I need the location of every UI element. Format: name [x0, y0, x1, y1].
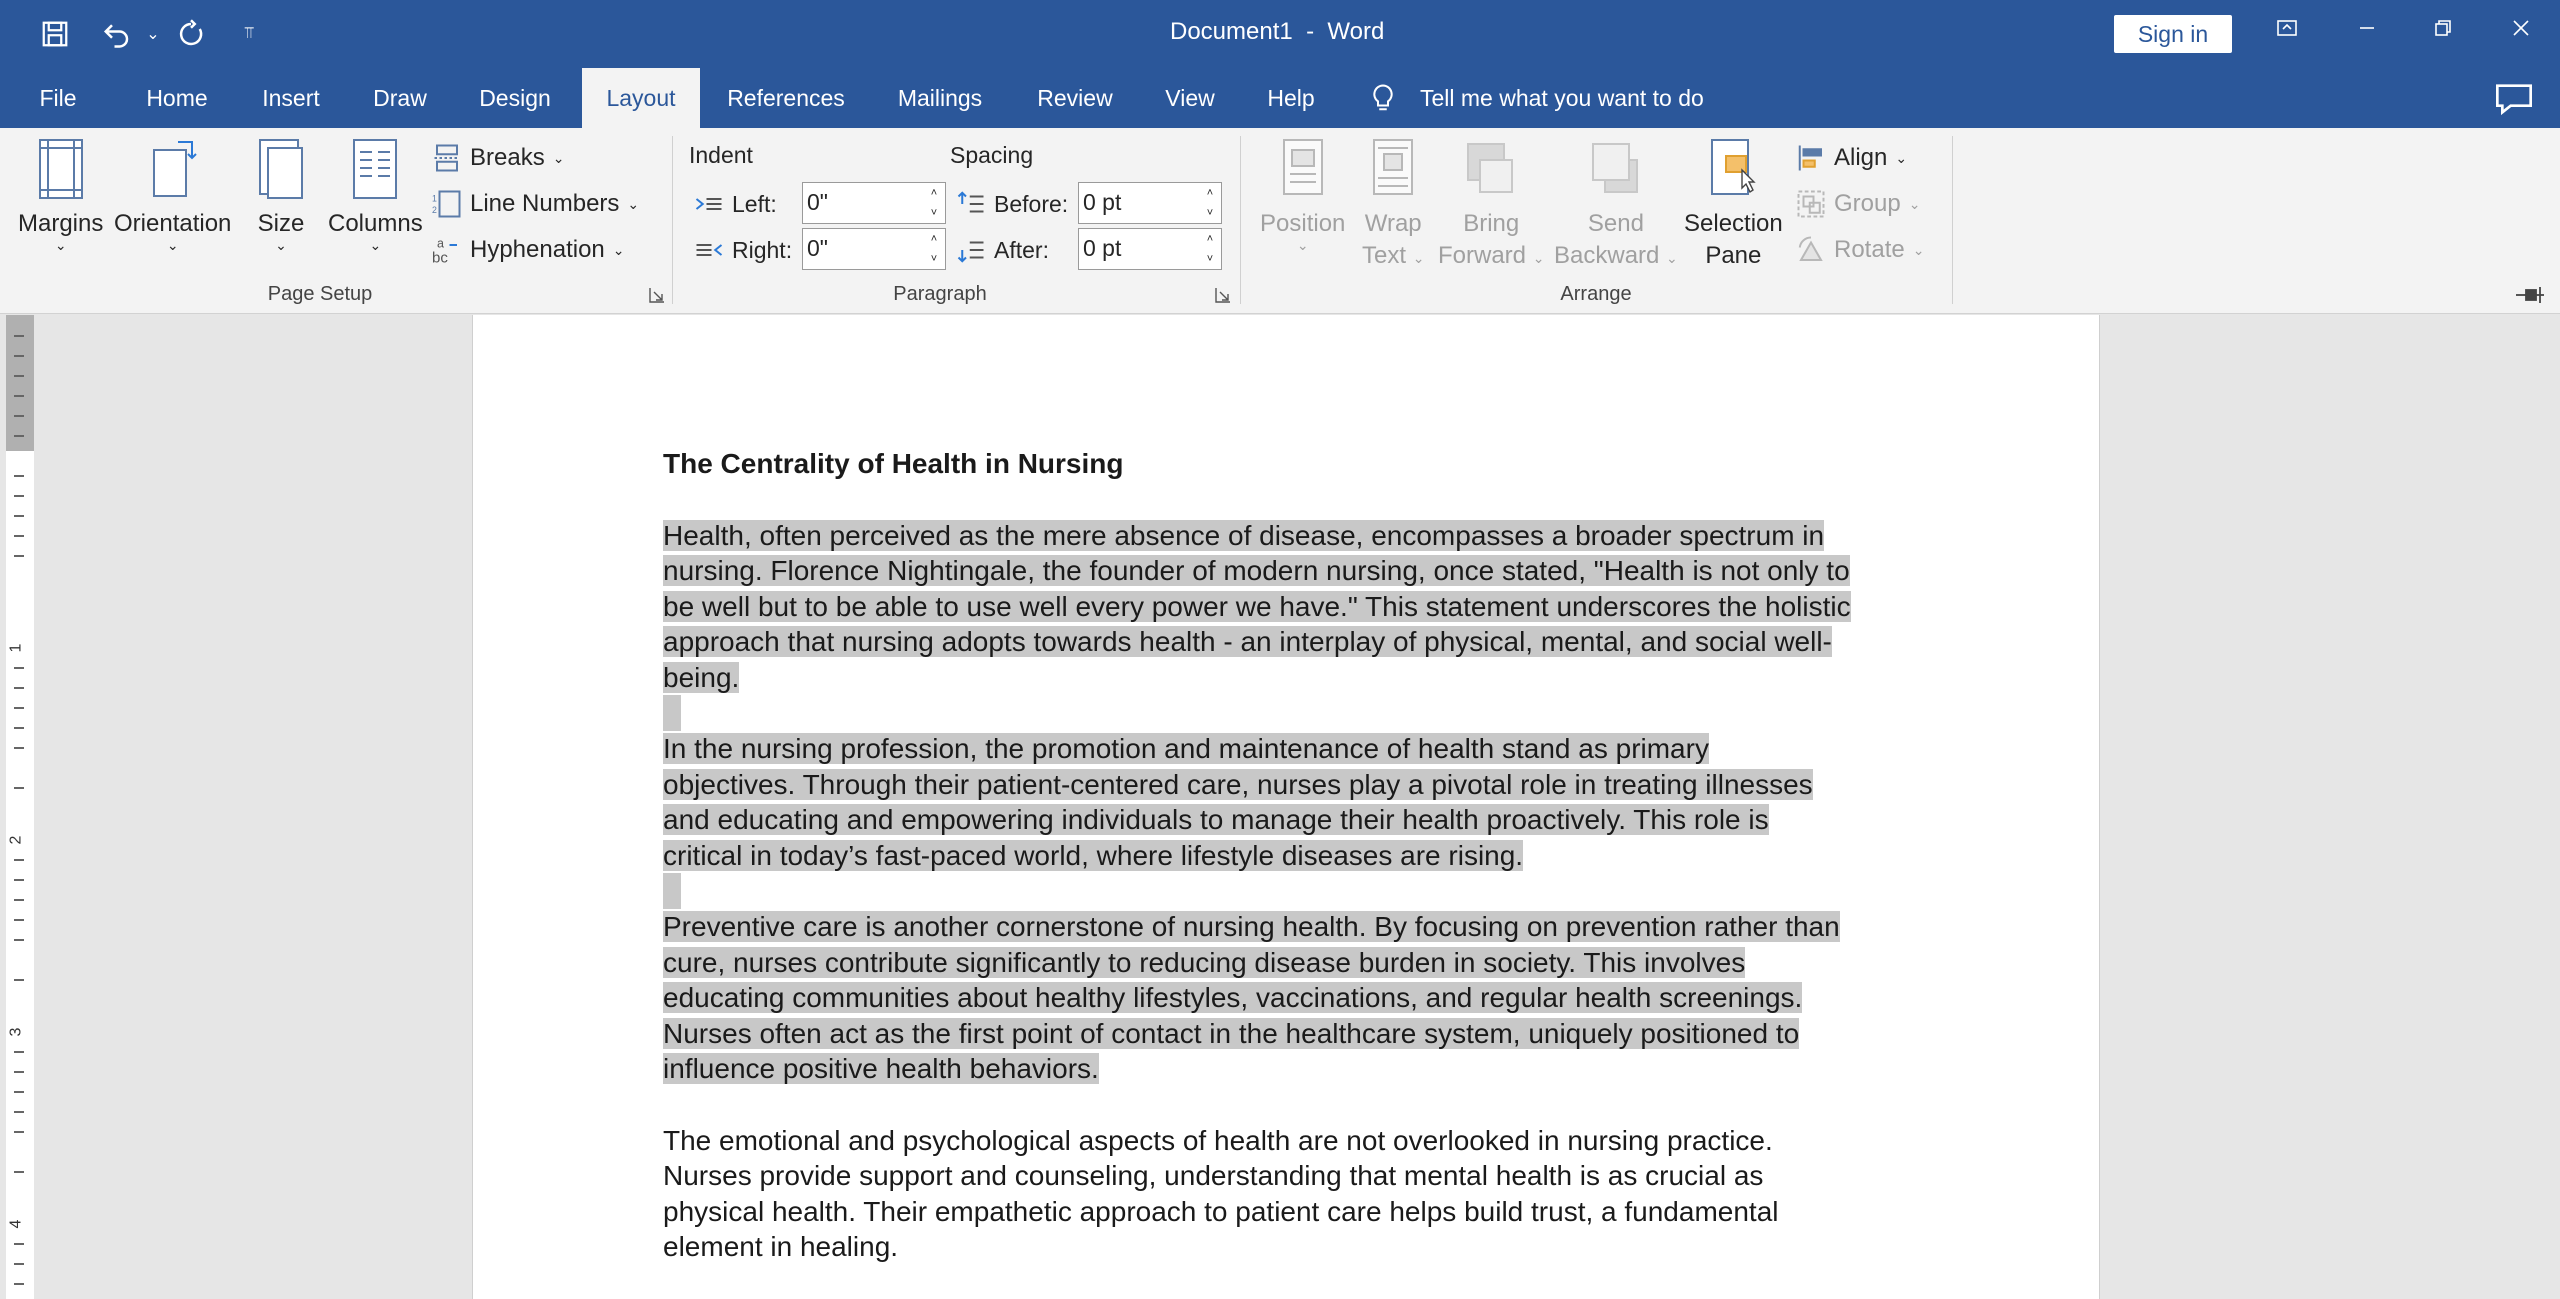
hyphenation-button[interactable] — [432, 230, 625, 270]
spacing-before-icon — [956, 189, 986, 219]
indent-left-icon — [694, 189, 724, 219]
customize-qat-icon[interactable]: ⫪ — [244, 25, 254, 42]
chevron-down-icon: ⌄ — [1296, 237, 1309, 253]
ruler-number: 4 — [7, 1219, 25, 1229]
group-button[interactable] — [1796, 184, 1920, 224]
tab-home[interactable]: Home — [146, 84, 208, 111]
position-button[interactable] — [1260, 138, 1345, 252]
size-button[interactable] — [256, 138, 306, 252]
ruler-track — [6, 315, 34, 1299]
margins-icon — [36, 138, 86, 200]
ruler-tick — [14, 495, 24, 497]
send-backward-icon — [1591, 138, 1641, 200]
chevron-down-icon: ⌄ — [1666, 250, 1678, 266]
spacing-before-value: 0 pt — [1083, 189, 1122, 215]
paragraph[interactable] — [663, 731, 1953, 873]
after-label: After: — [994, 236, 1049, 263]
position-label: Position — [1260, 210, 1346, 237]
ruler-tick — [14, 667, 24, 669]
indent-left-label — [694, 184, 777, 224]
tell-me-search[interactable] — [1368, 68, 1704, 128]
bring-forward-label-2 — [1438, 240, 1544, 274]
right-label: Right: — [732, 236, 793, 263]
selection-pane-button[interactable] — [1684, 138, 1783, 272]
breaks-icon — [432, 143, 462, 173]
selection-pane-label-1: Selection — [1684, 210, 1783, 237]
ruler-tick — [14, 535, 24, 537]
ruler-tick — [14, 1263, 24, 1265]
indent-right-label — [694, 230, 792, 270]
spin-arrows-icon[interactable]: ˄ ˅ — [930, 187, 938, 219]
document-body[interactable] — [663, 446, 1953, 1299]
save-icon[interactable] — [30, 14, 80, 54]
paragraph[interactable]: The emotional and psychological aspects of health are not overlooked in nursing practice. Nurses provide support and counseling, understanding that mental health is as crucial as physical health. Their empathetic approach to patient care helps build trust, a fundamental element in healing. — [663, 1124, 1779, 1262]
hyphenation-icon — [432, 235, 462, 265]
svg-text:a: a — [437, 236, 444, 251]
chevron-down-icon: ⌄ — [627, 195, 640, 212]
bring-forward-label-1: Bring — [1463, 210, 1520, 237]
ruler-tick — [14, 939, 24, 941]
send-backward-label-1: Send — [1587, 210, 1644, 237]
spacing-header: Spacing — [950, 142, 1034, 168]
selected-text[interactable]: In the nursing profession, the promotion and maintenance of health stand as primary objectives. Through their patient-centered care, nurses play a pivotal role in treating illnesses and educating and empowering individuals to manage their health proactively. This role is critical in today’s fast-paced world, where lifestyle diseases are rising. — [663, 733, 1813, 871]
spacing-before-label — [956, 184, 1068, 224]
spacing-after-icon — [956, 235, 986, 265]
ruler-tick — [14, 435, 24, 437]
selection-pane-label-2: Pane — [1705, 242, 1762, 269]
rotate-label: Rotate — [1834, 236, 1905, 263]
chevron-down-icon: ⌄ — [1412, 250, 1425, 266]
ruler-number: 2 — [7, 835, 25, 845]
ruler-tick — [14, 1051, 24, 1053]
size-label: Size — [257, 210, 305, 237]
columns-icon — [350, 138, 400, 200]
ruler-tick — [14, 879, 24, 881]
ruler-tick — [14, 859, 24, 861]
ruler-tick — [14, 1171, 24, 1173]
tab-review[interactable]: Review — [1037, 84, 1113, 111]
svg-text:1: 1 — [432, 193, 437, 204]
svg-text:2: 2 — [432, 204, 437, 215]
tab-mailings[interactable]: Mailings — [897, 84, 983, 111]
chevron-down-icon: ⌄ — [275, 237, 287, 253]
chevron-down-icon: ⌄ — [54, 237, 67, 253]
lightbulb-icon — [1368, 83, 1398, 113]
spin-arrows-icon[interactable]: ˄ ˅ — [930, 233, 938, 265]
tab-help[interactable]: Help — [1267, 84, 1315, 111]
bring-forward-button[interactable] — [1438, 138, 1544, 274]
ruler-tick — [14, 979, 24, 981]
line-numbers-label: Line Numbers — [470, 190, 620, 217]
ribbon-tabs — [0, 68, 2560, 128]
selection-pane-icon — [1708, 138, 1758, 200]
columns-button[interactable] — [328, 138, 423, 252]
chevron-down-icon: ⌄ — [1908, 195, 1921, 212]
spacing-after-value: 0 pt — [1083, 235, 1122, 261]
minimize-icon[interactable] — [2330, 0, 2404, 56]
breaks-button[interactable] — [432, 138, 564, 178]
orientation-label: Orientation — [114, 210, 232, 237]
ruler-tick — [14, 555, 24, 557]
line-numbers-icon — [432, 189, 462, 219]
arrange-group-label: Arrange — [1560, 283, 1632, 305]
group-label: Group — [1834, 190, 1901, 217]
indent-header: Indent — [689, 142, 753, 168]
ruler-tick — [14, 335, 24, 337]
ruler-tick — [14, 1071, 24, 1073]
wrap-text-button[interactable] — [1362, 138, 1424, 274]
line-numbers-button[interactable] — [432, 184, 639, 224]
ruler-tick — [14, 687, 24, 689]
chevron-down-icon: ⌄ — [369, 237, 382, 253]
wrap-text-icon — [1368, 138, 1418, 200]
ruler-tick — [14, 1131, 24, 1133]
document-page[interactable] — [472, 315, 2100, 1299]
orientation-icon — [148, 138, 198, 200]
undo-icon[interactable] — [92, 14, 142, 54]
orientation-button[interactable] — [114, 138, 231, 252]
ribbon-layout — [0, 128, 2560, 314]
ruler-tick — [14, 1283, 24, 1285]
chevron-down-icon: ⌄ — [1912, 241, 1925, 258]
align-button[interactable] — [1796, 138, 1907, 178]
tab-references[interactable]: References — [727, 84, 845, 111]
ruler-tick — [14, 395, 24, 397]
margins-button[interactable] — [18, 138, 103, 252]
ruler-tick — [14, 787, 24, 789]
wrap-text-label-1: Wrap — [1364, 210, 1422, 237]
selected-blank-line[interactable] — [663, 873, 1953, 909]
align-label: Align — [1834, 144, 1888, 171]
tab-insert[interactable]: Insert — [262, 84, 320, 111]
dialog-launcher-icon[interactable] — [1214, 286, 1232, 304]
comments-icon[interactable] — [2494, 82, 2534, 116]
align-icon — [1796, 143, 1826, 173]
ruler-tick — [14, 919, 24, 921]
tell-me-label: Tell me what you want to do — [1420, 84, 1704, 111]
size-icon — [256, 138, 306, 200]
undo-dropdown-icon[interactable]: ⌄ — [146, 26, 160, 43]
group-separator — [672, 136, 673, 304]
ruler-tick — [14, 1091, 24, 1093]
ruler-tick — [14, 415, 24, 417]
chevron-down-icon: ⌄ — [552, 149, 565, 166]
ruler-tick — [14, 727, 24, 729]
vertical-ruler[interactable] — [0, 315, 40, 1299]
spacing-after-input[interactable] — [1078, 228, 1222, 270]
ruler-tick — [14, 355, 24, 357]
redo-icon[interactable] — [166, 14, 216, 54]
group-icon — [1796, 189, 1826, 219]
paragraph-group-label: Paragraph — [893, 283, 987, 305]
indent-left-value: 0" — [807, 189, 828, 215]
ruler-tick — [14, 375, 24, 377]
selected-text[interactable]: Preventive care is another cornerstone of nursing health. By focusing on prevention rather than cure, nurses contribute significantly to reducing disease burden in society. This involves educating communities about healthy lifestyles, vaccinations, and regular health screenings. Nurses often act as the first point of contact in the healthcare system, uniquely positioned to influence positive health behaviors. — [663, 911, 1840, 1084]
ruler-tick — [14, 707, 24, 709]
indent-left-input[interactable] — [802, 182, 946, 224]
ruler-tick — [14, 515, 24, 517]
hyphenation-label: Hyphenation — [470, 236, 605, 263]
group-separator — [1240, 136, 1241, 304]
selected-blank-line[interactable] — [663, 695, 1953, 731]
ruler-tick — [14, 899, 24, 901]
send-backward-label-2 — [1554, 240, 1678, 274]
rotate-button[interactable] — [1796, 230, 1924, 270]
dialog-launcher-icon[interactable] — [648, 286, 666, 304]
wrap-text-label-2 — [1362, 240, 1424, 274]
rotate-icon — [1796, 235, 1826, 265]
ruler-number: 1 — [7, 643, 25, 653]
position-icon — [1278, 138, 1328, 200]
wrap-text-label-2-text: Text — [1362, 242, 1407, 269]
ruler-tick — [14, 1111, 24, 1113]
sign-in-button[interactable]: Sign in — [2114, 15, 2232, 53]
bring-forward-icon — [1466, 138, 1516, 200]
tab-design[interactable]: Design — [479, 84, 551, 111]
tab-draw[interactable]: Draw — [373, 84, 427, 111]
restore-icon[interactable] — [2406, 0, 2480, 56]
spin-arrows-icon[interactable]: ˄ ˅ — [1206, 233, 1214, 265]
indent-right-icon — [694, 235, 724, 265]
ribbon-display-options-icon[interactable] — [2250, 0, 2324, 56]
indent-right-input[interactable] — [802, 228, 946, 270]
document-heading[interactable]: The Centrality of Health in Nursing — [663, 448, 1124, 479]
tab-file[interactable]: File — [39, 84, 77, 111]
spin-arrows-icon[interactable]: ˄ ˅ — [1206, 187, 1214, 219]
pin-ribbon-icon[interactable] — [2514, 284, 2546, 306]
chevron-down-icon: ⌄ — [1532, 250, 1545, 266]
send-backward-label-2-text: Backward — [1554, 242, 1660, 269]
paragraph[interactable] — [663, 518, 1953, 696]
title-bar — [0, 0, 2560, 68]
document-title: Document1 - Word — [1170, 18, 1385, 45]
ruler-number: 3 — [7, 1027, 25, 1037]
paragraph[interactable] — [663, 909, 1953, 1087]
bring-forward-label-2-text: Forward — [1438, 242, 1527, 269]
chevron-down-icon: ⌄ — [612, 241, 625, 258]
chevron-down-icon: ⌄ — [1895, 149, 1908, 166]
send-backward-button[interactable] — [1554, 138, 1678, 274]
svg-text:bc: bc — [432, 249, 448, 265]
tab-view[interactable]: View — [1165, 84, 1215, 111]
chevron-down-icon: ⌄ — [166, 237, 179, 253]
margins-label: Margins — [18, 210, 104, 237]
ruler-tick — [14, 475, 24, 477]
close-icon[interactable] — [2484, 0, 2558, 56]
ruler-tick — [14, 1243, 24, 1245]
spacing-after-label — [956, 230, 1049, 270]
selected-text[interactable]: Health, often perceived as the mere absence of disease, encompasses a broader spectrum in nursing. Florence Nightingale, the founder of modern nursing, once stated, "Health is not only to be well but to be able to use well every power we have." This statement underscores the holistic approach that nursing adopts towards health - an interplay of physical, mental, and social well- being. — [663, 519, 1851, 693]
columns-label: Columns — [328, 210, 423, 237]
tab-layout[interactable]: Layout — [582, 68, 700, 128]
indent-right-value: 0" — [807, 235, 828, 261]
left-label: Left: — [732, 190, 777, 217]
spacing-before-input[interactable] — [1078, 182, 1222, 224]
group-separator — [1952, 136, 1953, 304]
breaks-label: Breaks — [470, 144, 545, 171]
ruler-tick — [14, 747, 24, 749]
page-setup-group-label: Page Setup — [267, 283, 373, 305]
quick-access-toolbar — [30, 14, 260, 54]
before-label: Before: — [994, 190, 1069, 217]
